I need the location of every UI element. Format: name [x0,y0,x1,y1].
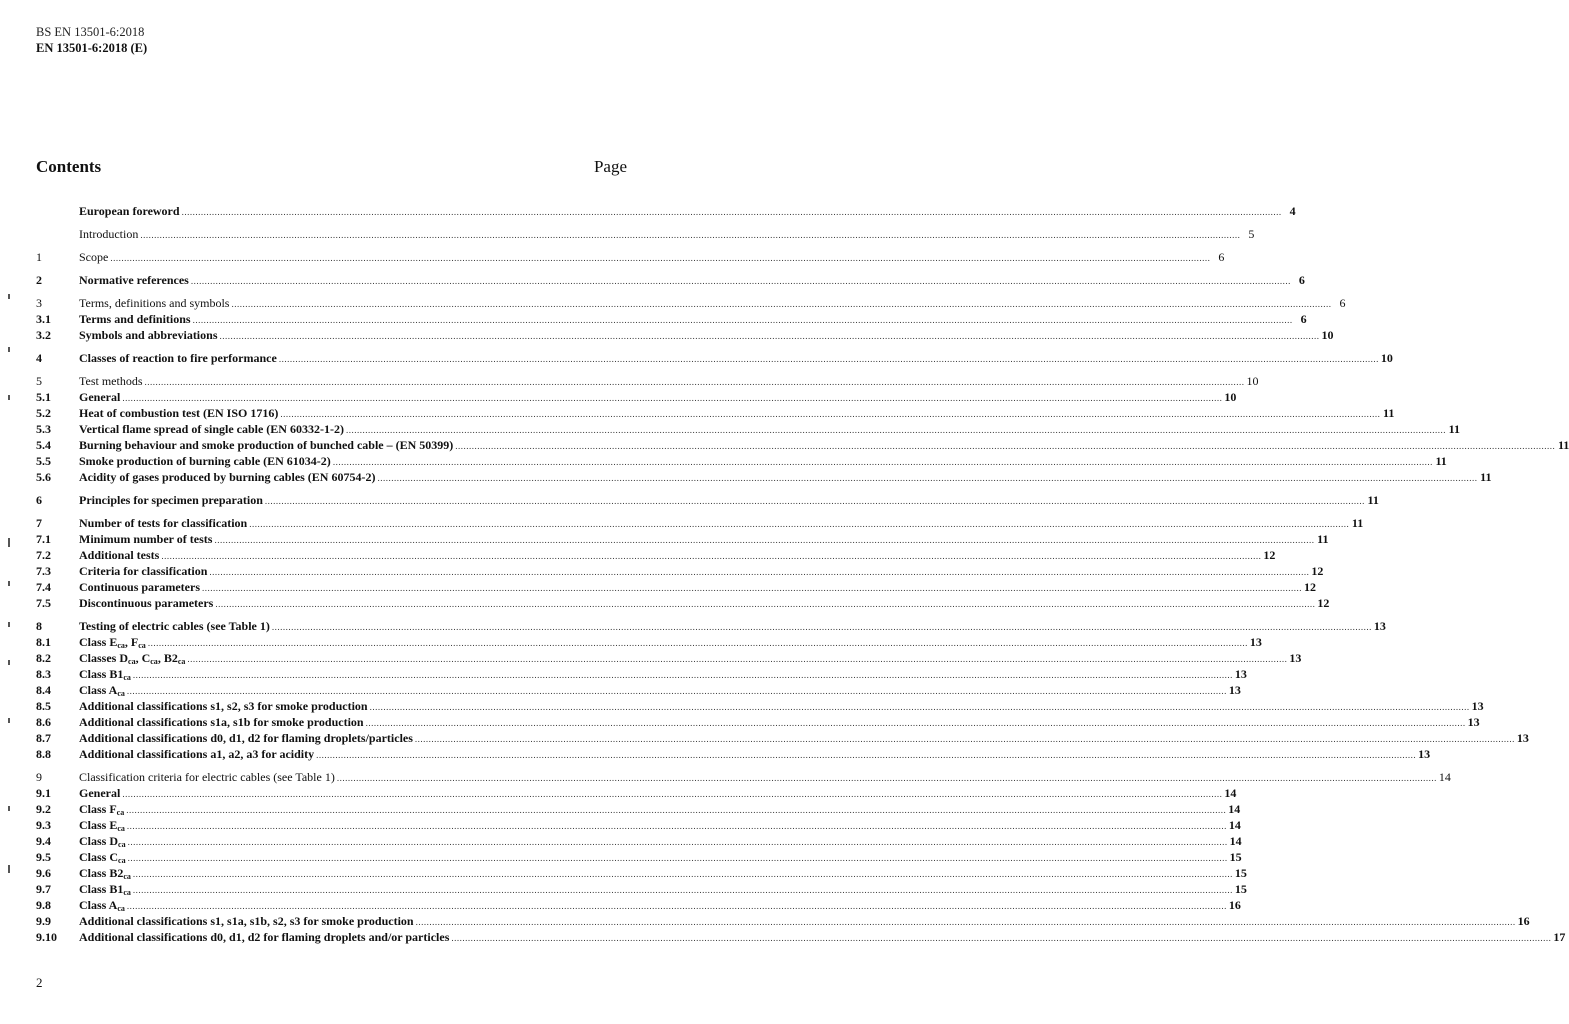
toc-entry-page: 13 [1228,683,1241,697]
toc-entry-page: 13 [1418,747,1431,761]
toc-entry-number: 7.3 [36,564,51,578]
toc-entry-title: Class $F_{ca}$ [79,802,125,817]
toc-entry-number: 5.5 [36,454,51,468]
toc-entry-title: Additional classifications s1a, s1b for smoke production [79,715,364,729]
toc-leader-dots: ................................................................................................................................................................................................................................................................................................................................................................................................................ [414,734,1515,744]
toc-entry-page: 10 [1380,351,1393,365]
toc-entry-page: 4 [1289,204,1296,218]
toc-entry-page: 14 [1438,770,1451,784]
margin-mark [8,395,10,400]
toc-entry-number: 9.4 [36,834,51,848]
toc-leader-dots: ................................................................................................................................................................................................................................................................................................................................................................................................................ [219,331,1320,341]
toc-entry-number: 3 [36,296,42,310]
toc-entry-title: Additional classifications s1, s1a, s1b, s2, s3 for smoke production [79,914,414,928]
contents-heading: Contents [36,157,102,176]
toc-entry-title: Principles for specimen preparation [79,493,263,507]
document-header [36,24,147,56]
toc-leader-dots: ................................................................................................................................................................................................................................................................................................................................................................................................................ [187,654,1288,664]
toc-entry-number: 7 [36,516,42,530]
toc-leader-dots: ................................................................................................................................................................................................................................................................................................................................................................................................................ [209,567,1310,577]
toc-entry-title: Classification criteria for electric cables (see Table 1) [79,770,335,784]
toc-entry-title: Test methods [79,374,143,388]
toc-entry-title: Classes $D_{ca}$, $C_{ca}$, $B2_{ca}$ [79,651,186,666]
toc-entry-page: 15 [1234,882,1247,896]
toc-entry[interactable] [36,226,1255,242]
toc-entry-title: Class $E_{ca}$ [79,818,125,833]
toc-entry-title: Vertical flame spread of single cable (EN 60332-1-2) [79,422,344,436]
table-of-contents [36,203,1569,945]
toc-leader-dots: ................................................................................................................................................................................................................................................................................................................................................................................................................ [455,441,1556,451]
toc-entry[interactable] [36,801,1241,817]
toc-entry[interactable] [36,295,1346,311]
toc-entry-page: 14 [1229,834,1242,848]
toc-entry-number: 3.1 [36,312,51,326]
toc-entry[interactable] [36,650,1302,666]
toc-entry[interactable] [36,547,1276,563]
toc-entry-page: 6 [1300,312,1307,326]
toc-entry-page: 16 [1517,914,1530,928]
toc-leader-dots: ................................................................................................................................................................................................................................................................................................................................................................................................................ [122,393,1223,403]
toc-entry-title: Class $B1_{ca}$ [79,667,131,682]
toc-leader-dots: ................................................................................................................................................................................................................................................................................................................................................................................................................ [332,457,1433,467]
toc-entry-page: 11 [1382,406,1395,420]
toc-entry[interactable] [36,249,1225,265]
toc-entry-page: 11 [1480,470,1492,484]
toc-leader-dots: ................................................................................................................................................................................................................................................................................................................................................................................................................ [161,551,1262,561]
toc-entry-number: 9.1 [36,786,51,800]
toc-entry-title: Class $B2_{ca}$ [79,866,131,881]
toc-entry-page: 10 [1246,374,1259,388]
toc-entry[interactable] [36,849,1242,865]
toc-entry-title: Classes of reaction to fire performance [79,351,277,365]
toc-entry-page: 11 [1367,493,1379,507]
toc-entry-number: 9.10 [36,930,57,944]
toc-entry[interactable] [36,929,1566,945]
toc-entry-number: 8 [36,619,42,633]
margin-mark [8,865,10,873]
toc-entry-number: 8.7 [36,731,51,745]
toc-entry[interactable] [36,714,1480,730]
toc-leader-dots: ................................................................................................................................................................................................................................................................................................................................................................................................................ [278,354,1379,364]
toc-entry-number: 1 [36,250,42,264]
standard-id: BS EN 13501-6:2018 [36,25,145,39]
toc-entry-page: 15 [1234,866,1247,880]
toc-entry-page: 10 [1321,328,1334,342]
toc-entry[interactable] [36,531,1329,547]
margin-mark [8,622,10,627]
toc-entry-title: Acidity of gases produced by burning cables (EN 60754-2) [79,470,376,484]
toc-leader-dots: ................................................................................................................................................................................................................................................................................................................................................................................................................ [231,299,1332,309]
toc-entry-title: Class $A_{ca}$ [79,898,125,913]
toc-entry-title: Terms, definitions and symbols [79,296,230,310]
toc-entry-title: Additional tests [79,548,160,562]
toc-entry-page: 14 [1228,802,1241,816]
toc-entry-number: 5.1 [36,390,51,404]
toc-entry-page: 12 [1263,548,1276,562]
toc-entry-title: General [79,786,121,800]
page-column-heading: Page [593,157,627,176]
toc-entry-title: Number of tests for classification [79,516,248,530]
toc-leader-dots: ................................................................................................................................................................................................................................................................................................................................................................................................................ [132,869,1233,879]
toc-entry-title: Continuous parameters [79,580,201,594]
toc-leader-dots: ................................................................................................................................................................................................................................................................................................................................................................................................................ [126,901,1227,911]
toc-entry-title: Testing of electric cables (see Table 1) [79,619,270,633]
toc-entry-number: 7.1 [36,532,51,546]
toc-entry-title: Heat of combustion test (EN ISO 1716) [79,406,279,420]
toc-entry[interactable] [36,421,1460,437]
toc-entry[interactable] [36,769,1451,785]
toc-leader-dots: ................................................................................................................................................................................................................................................................................................................................................................................................................ [122,789,1223,799]
margin-mark [8,806,10,811]
margin-mark [8,660,10,665]
toc-entry-page: 16 [1228,898,1241,912]
toc-entry-number: 7.4 [36,580,51,594]
toc-entry-page: 6 [1218,250,1225,264]
toc-entry[interactable] [36,437,1569,453]
toc-entry-title: European foreword [79,204,180,218]
toc-entry-number: 5.3 [36,422,51,436]
toc-leader-dots: ................................................................................................................................................................................................................................................................................................................................................................................................................ [369,702,1470,712]
toc-entry[interactable] [36,682,1241,698]
toc-leader-dots: ................................................................................................................................................................................................................................................................................................................................................................................................................ [365,718,1466,728]
toc-entry[interactable] [36,579,1317,595]
toc-entry[interactable] [36,405,1395,421]
toc-entry-title: Additional classifications s1, s2, s3 for smoke production [79,699,368,713]
toc-entry[interactable] [36,618,1386,634]
toc-entry-title: Class $E_{ca}$, $F_{ca}$ [79,635,146,650]
toc-entry[interactable] [36,327,1334,343]
toc-leader-dots: ................................................................................................................................................................................................................................................................................................................................................................................................................ [202,583,1303,593]
toc-entry-number: 6 [36,493,42,507]
toc-entry[interactable] [36,373,1259,389]
toc-entry-number: 9.9 [36,914,51,928]
toc-entry-page: 13 [1234,667,1247,681]
toc-entry[interactable] [36,453,1447,469]
toc-entry[interactable] [36,311,1307,327]
toc-entry[interactable] [36,492,1379,508]
toc-entry-number: 8.1 [36,635,51,649]
toc-entry-number: 9.6 [36,866,51,880]
toc-entry-page: 13 [1289,651,1302,665]
toc-entry-title: Criteria for classification [79,564,208,578]
toc-entry[interactable] [36,897,1241,913]
toc-entry-number: 8.5 [36,699,51,713]
toc-entry-title: Additional classifications d0, d1, d2 for flaming droplets and/or particles [79,930,450,944]
toc-entry-page: 5 [1248,227,1255,241]
toc-entry-title: Introduction [79,227,139,241]
toc-entry-title: Normative references [79,273,189,287]
toc-leader-dots: ................................................................................................................................................................................................................................................................................................................................................................................................................ [190,276,1291,286]
toc-leader-dots: ................................................................................................................................................................................................................................................................................................................................................................................................................ [316,750,1417,760]
toc-entry-page: 15 [1229,850,1242,864]
margin-mark [8,538,10,547]
toc-entry[interactable] [36,469,1492,485]
toc-leader-dots: ................................................................................................................................................................................................................................................................................................................................................................................................................ [451,933,1552,943]
toc-entry-page: 11 [1557,438,1569,452]
toc-leader-dots: ................................................................................................................................................................................................................................................................................................................................................................................................................ [264,496,1365,506]
toc-leader-dots: ................................................................................................................................................................................................................................................................................................................................................................................................................ [377,473,1478,483]
toc-entry[interactable] [36,746,1431,762]
toc-entry-title: Smoke production of burning cable (EN 61034-2) [79,454,331,468]
standard-edition: EN 13501-6:2018 (E) [36,41,148,55]
toc-entry-number: 5 [36,374,42,388]
toc-entry-number: 9.5 [36,850,51,864]
toc-entry-number: 5.4 [36,438,51,452]
toc-entry-title: Class $C_{ca}$ [79,850,126,865]
toc-entry-number: 9.8 [36,898,51,912]
toc-entry[interactable] [36,350,1393,366]
toc-entry[interactable] [36,785,1237,801]
toc-entry-title: Terms and definitions [79,312,191,326]
toc-entry-page: 12 [1311,564,1324,578]
toc-entry[interactable] [36,595,1330,611]
toc-leader-dots: ................................................................................................................................................................................................................................................................................................................................................................................................................ [345,425,1446,435]
toc-entry-title: Minimum number of tests [79,532,213,546]
toc-entry-number: 8.2 [36,651,51,665]
page-number: 2 [36,975,43,990]
toc-entry-title: Scope [79,250,109,264]
toc-leader-dots: ................................................................................................................................................................................................................................................................................................................................................................................................................ [336,773,1437,783]
toc-leader-dots: ................................................................................................................................................................................................................................................................................................................................................................................................................ [140,230,1241,240]
toc-entry-number: 9 [36,770,42,784]
toc-entry-page: 10 [1224,390,1237,404]
toc-leader-dots: ................................................................................................................................................................................................................................................................................................................................................................................................................ [126,805,1227,815]
toc-entry-page: 14 [1228,818,1241,832]
toc-entry-number: 8.3 [36,667,51,681]
toc-entry-page: 11 [1435,454,1447,468]
margin-mark [8,347,10,352]
toc-entry-page: 17 [1553,930,1566,944]
margin-mark [8,718,10,723]
toc-entry-number: 3.2 [36,328,51,342]
toc-leader-dots: ................................................................................................................................................................................................................................................................................................................................................................................................................ [144,377,1245,387]
toc-entry[interactable] [36,272,1305,288]
toc-entry-page: 6 [1339,296,1346,310]
toc-entry-number: 8.8 [36,747,51,761]
toc-entry-number: 5.2 [36,406,51,420]
toc-entry-page: 13 [1516,731,1529,745]
toc-entry-page: 13 [1467,715,1480,729]
toc-entry-title: Class $A_{ca}$ [79,683,125,698]
toc-entry-title: Class $D_{ca}$ [79,834,126,849]
toc-entry-page: 11 [1448,422,1460,436]
toc-leader-dots: ................................................................................................................................................................................................................................................................................................................................................................................................................ [181,207,1282,217]
toc-entry-page: 13 [1471,699,1484,713]
toc-entry-number: 7.5 [36,596,51,610]
toc-entry-title: General [79,390,121,404]
toc-entry[interactable] [36,666,1247,682]
toc-entry[interactable] [36,865,1247,881]
toc-entry-number: 9.7 [36,882,51,896]
toc-leader-dots: ................................................................................................................................................................................................................................................................................................................................................................................................................ [127,853,1228,863]
toc-entry[interactable] [36,389,1237,405]
toc-leader-dots: ................................................................................................................................................................................................................................................................................................................................................................................................................ [271,622,1372,632]
toc-entry-title: Discontinuous parameters [79,596,214,610]
toc-entry[interactable] [36,913,1530,929]
margin-mark [8,294,10,299]
toc-leader-dots: ................................................................................................................................................................................................................................................................................................................................................................................................................ [147,638,1248,648]
toc-entry-title: Class $B1_{ca}$ [79,882,131,897]
toc-entry[interactable] [36,203,1296,219]
toc-entry[interactable] [36,515,1364,531]
toc-leader-dots: ................................................................................................................................................................................................................................................................................................................................................................................................................ [110,253,1211,263]
toc-leader-dots: ................................................................................................................................................................................................................................................................................................................................................................................................................ [126,821,1227,831]
toc-entry[interactable] [36,563,1324,579]
toc-entry-page: 14 [1224,786,1237,800]
toc-leader-dots: ................................................................................................................................................................................................................................................................................................................................................................................................................ [192,315,1293,325]
toc-entry-number: 4 [36,351,42,365]
toc-entry[interactable] [36,881,1247,897]
toc-entry-title: Additional classifications d0, d1, d2 for flaming droplets/particles [79,731,413,745]
toc-entry-page: 12 [1317,596,1330,610]
toc-leader-dots: ................................................................................................................................................................................................................................................................................................................................................................................................................ [280,409,1381,419]
toc-entry-page: 6 [1298,273,1305,287]
toc-entry-title: Symbols and abbreviations [79,328,218,342]
toc-entry[interactable] [36,833,1242,849]
toc-entry-number: 5.6 [36,470,51,484]
toc-leader-dots: ................................................................................................................................................................................................................................................................................................................................................................................................................ [249,519,1350,529]
toc-leader-dots: ................................................................................................................................................................................................................................................................................................................................................................................................................ [215,599,1316,609]
toc-entry-number: 8.6 [36,715,51,729]
toc-entry-title: Additional classifications a1, a2, a3 for acidity [79,747,315,761]
toc-entry-page: 12 [1304,580,1317,594]
toc-entry[interactable] [36,730,1529,746]
toc-entry-number: 8.4 [36,683,51,697]
toc-entry[interactable] [36,634,1262,650]
toc-entry-number: 9.2 [36,802,51,816]
toc-entry-number: 2 [36,273,42,287]
toc-leader-dots: ................................................................................................................................................................................................................................................................................................................................................................................................................ [214,535,1315,545]
toc-entry-page: 13 [1373,619,1386,633]
margin-mark [8,581,10,586]
toc-leader-dots: ................................................................................................................................................................................................................................................................................................................................................................................................................ [132,885,1233,895]
toc-entry-number: 7.2 [36,548,51,562]
toc-entry-number: 9.3 [36,818,51,832]
toc-entry-page: 11 [1351,516,1364,530]
toc-leader-dots: ................................................................................................................................................................................................................................................................................................................................................................................................................ [126,686,1227,696]
toc-entry[interactable] [36,698,1484,714]
toc-leader-dots: ................................................................................................................................................................................................................................................................................................................................................................................................................ [132,670,1233,680]
toc-entry-page: 13 [1249,635,1262,649]
toc-leader-dots: ................................................................................................................................................................................................................................................................................................................................................................................................................ [415,917,1516,927]
toc-leader-dots: ................................................................................................................................................................................................................................................................................................................................................................................................................ [127,837,1228,847]
toc-entry-title: Burning behaviour and smoke production of bunched cable – (EN 50399) [79,438,454,452]
toc-entry-page: 11 [1317,532,1329,546]
toc-entry[interactable] [36,817,1241,833]
